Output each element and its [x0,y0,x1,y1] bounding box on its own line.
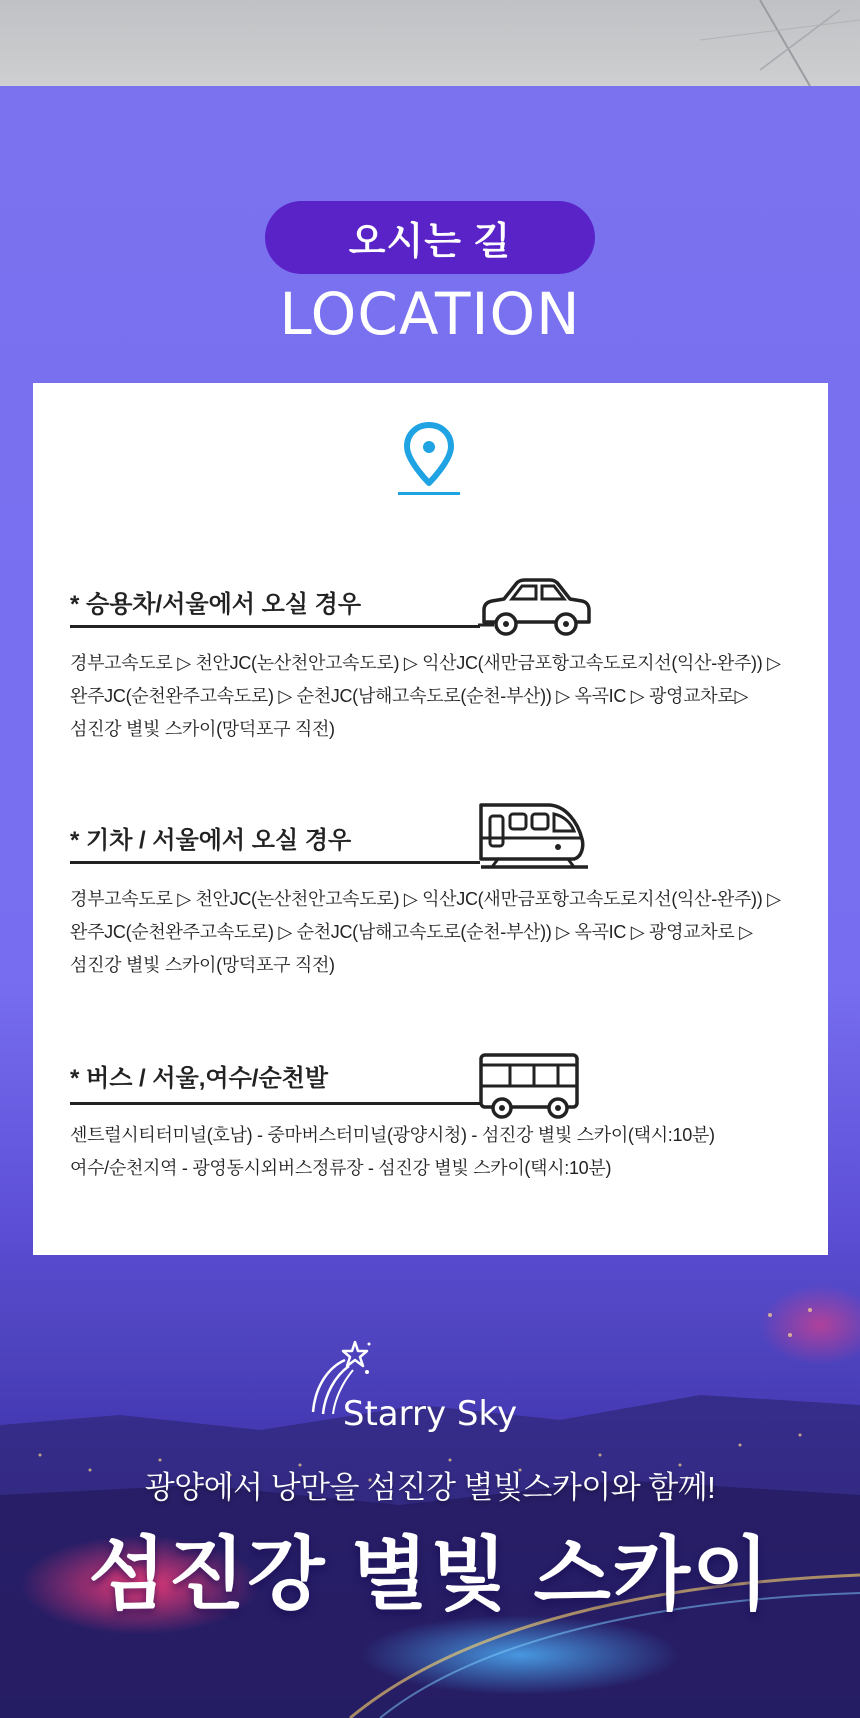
section-bus-route [70,1119,715,1185]
section-bus-title: * 버스 / 서울,여수/순천발 [70,1065,329,1092]
section-car-title: * 승용차/서울에서 오실 경우 [70,591,362,618]
top-image-strip [0,0,860,86]
bus-icon [478,1052,582,1122]
tagline: 광양에서 낭만을 섬진강 별빛스카이와 함께! [144,1470,716,1505]
route-line: 경부고속도로 ▷ 천안JC(논산천안고속도로) ▷ 익산JC(새만금포항고속도로지선(익산-완주)) ▷ [70,889,781,909]
section-train-divider [70,861,480,864]
starry-sky-title: Starry Sky [342,1394,518,1434]
route-line: 여수/순천지역 - 광영동시외버스정류장 - 섬진강 별빛 스카이(택시:10분) [70,1158,612,1178]
section-train-title: * 기차 / 서울에서 오실 경우 [70,827,352,854]
brand-logo-text: 섬진강 별빛 스카이 [88,1530,772,1619]
section-train-route [70,883,781,982]
route-line: 센트럴시티터미널(호남) - 중마버스터미널(광양시청) - 섬진강 별빛 스카이(택시:10분) [70,1125,715,1145]
section-bus [70,1058,800,1188]
train-icon [478,801,590,877]
route-line: 완주JC(순천완주고속도로) ▷ 순천JC(남해고속도로(순천-부산)) ▷ 옥곡IC ▷ 광영교차로▷ [70,686,748,706]
directions-pill-label: 오시는 길 [265,201,595,274]
section-car [70,584,800,744]
car-icon [478,574,594,644]
location-title: LOCATION [279,280,581,348]
route-line: 섬진강 별빛 스카이(망덕포구 직전) [70,719,335,739]
route-line: 경부고속도로 ▷ 천안JC(논산천안고속도로) ▷ 익산JC(새만금포항고속도로지선(익산-완주)) ▷ [70,653,781,673]
map-pin-icon [398,421,460,496]
section-car-divider [70,625,480,628]
section-train [70,820,800,980]
section-bus-divider [70,1102,480,1105]
section-car-route [70,647,781,746]
route-line: 섬진강 별빛 스카이(망덕포구 직전) [70,955,335,975]
route-line: 완주JC(순천완주고속도로) ▷ 순천JC(남해고속도로(순천-부산)) ▷ 옥곡IC ▷ 광영교차로 ▷ [70,922,753,942]
